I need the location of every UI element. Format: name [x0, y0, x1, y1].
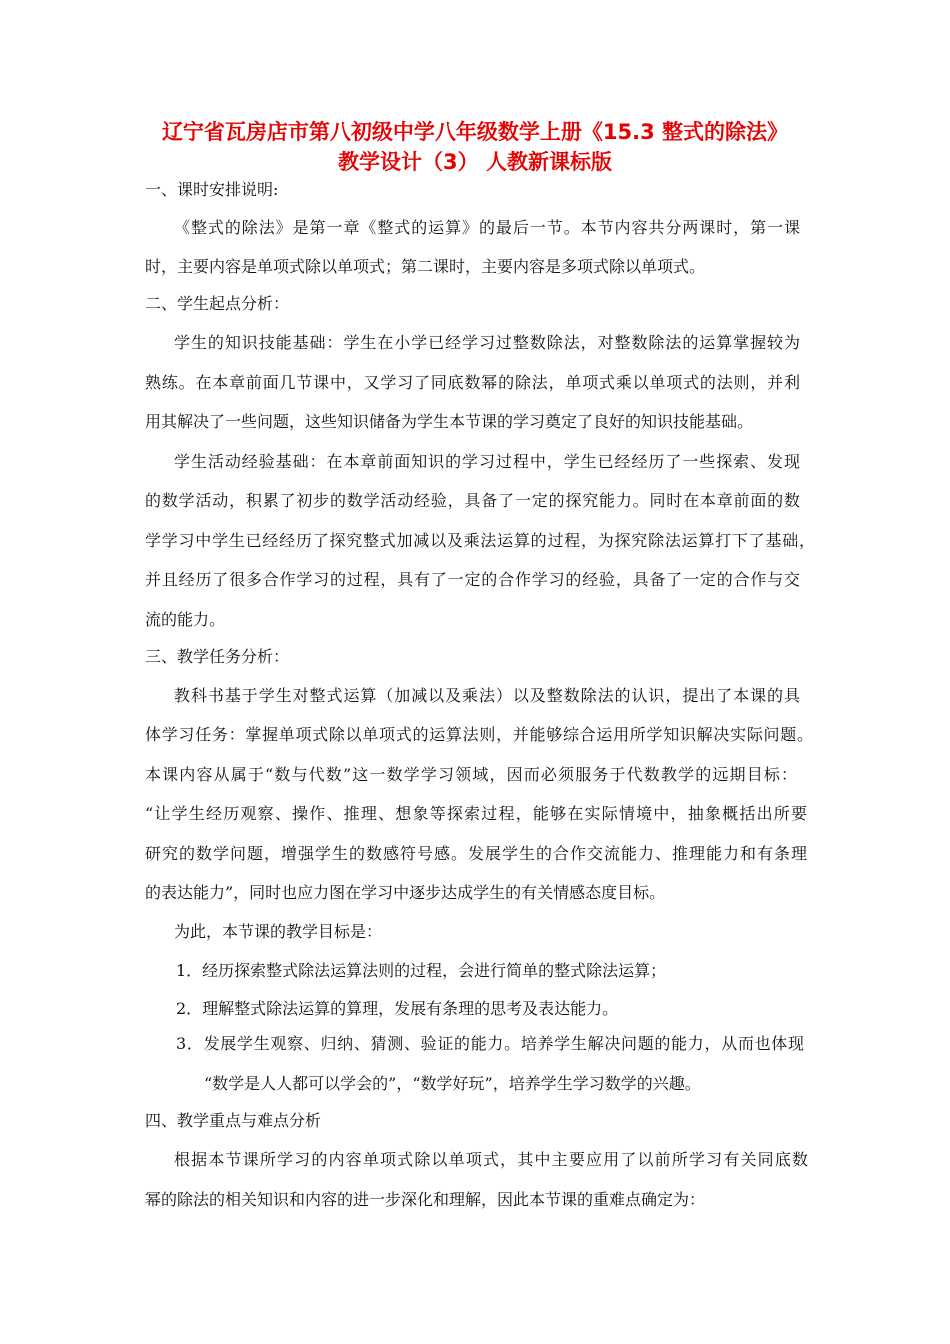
section-heading: 三、教学任务分析： — [145, 647, 290, 666]
paragraph-line: 为此，本节课的教学目标是： — [174, 922, 383, 941]
paragraph-line: 《整式的除法》是第一章《整式的运算》的最后一节。本节内容共分两课时，第一课 — [174, 218, 800, 237]
section-heading: 二、学生起点分析： — [145, 294, 290, 313]
list-item: 2．理解整式除法运算的算理，发展有条理的思考及表达能力。 — [176, 999, 619, 1018]
paragraph-line: 幂的除法的相关知识和内容的进一步深化和理解，因此本节课的重难点确定为： — [145, 1190, 706, 1209]
paragraph-line: 时，主要内容是单项式除以单项式；第二课时，主要内容是多项式除以单项式。 — [145, 257, 706, 276]
paragraph-line: 学生活动经验基础：在本章前面知识的学习过程中，学生已经经历了一些探索、发现 — [174, 452, 800, 471]
paragraph-line: 研究的数学问题，增强学生的数感符号感。发展学生的合作交流能力、推理能力和有条理 — [145, 844, 807, 863]
paragraph-line: 的数学活动，积累了初步的数学活动经验，具备了一定的探究能力。同时在本章前面的数 — [145, 491, 800, 510]
paragraph-line: “让学生经历观察、操作、推理、想象等探索过程，能够在实际情境中，抽象概括出所要 — [145, 804, 807, 823]
paragraph-line: 并且经历了很多合作学习的过程，具有了一定的合作学习的经验，具备了一定的合作与交 — [145, 570, 800, 589]
paragraph-line: 本课内容从属于“数与代数”这一数学学习领域，因而必须服务于代数教学的远期目标： — [145, 765, 797, 784]
paragraph-line: 的表达能力”，同时也应力图在学习中逐步达成学生的有关情感态度目标。 — [145, 883, 666, 902]
paragraph-line: 教科书基于学生对整式运算（加减以及乘法）以及整数除法的认识，提出了本课的具 — [174, 686, 800, 705]
paragraph-line: 流的能力。 — [145, 610, 226, 629]
list-item-continuation: “数学是人人都可以学会的”，“数学好玩”，培养学生学习数学的兴趣。 — [204, 1074, 701, 1093]
list-item: 3．发展学生观察、归纳、猜测、验证的能力。培养学生解决问题的能力，从而也体现 — [176, 1034, 804, 1053]
section-heading: 一、课时安排说明: — [145, 180, 279, 199]
paragraph-line: 熟练。在本章前面几节课中，又学习了同底数幂的除法，单项式乘以单项式的法则，并利 — [145, 373, 800, 392]
paragraph-line: 学学习中学生已经经历了探究整式加减以及乘法运算的过程，为探究除法运算打下了基础， — [145, 531, 815, 550]
paragraph-line: 用其解决了一些问题，这些知识储备为学生本节课的学习奠定了良好的知识技能基础。 — [145, 412, 754, 431]
document-title-line-1: 辽宁省瓦房店市第八初级中学八年级数学上册《15.3 整式的除法》 — [161, 120, 789, 144]
paragraph-line: 体学习任务：掌握单项式除以单项式的运算法则，并能够综合运用所学知识解决实际问题。 — [145, 725, 813, 744]
paragraph-line: 根据本节课所学习的内容单项式除以单项式，其中主要应用了以前所学习有关同底数 — [174, 1150, 808, 1169]
section-heading: 四、教学重点与难点分析 — [145, 1111, 322, 1130]
list-item: 1．经历探索整式除法运算法则的过程，会进行简单的整式除法运算； — [176, 961, 667, 980]
paragraph-line: 学生的知识技能基础：学生在小学已经学习过整数除法，对整数除法的运算掌握较为 — [174, 333, 800, 352]
document-title-line-2: 教学设计（3） 人教新课标版 — [338, 150, 612, 174]
